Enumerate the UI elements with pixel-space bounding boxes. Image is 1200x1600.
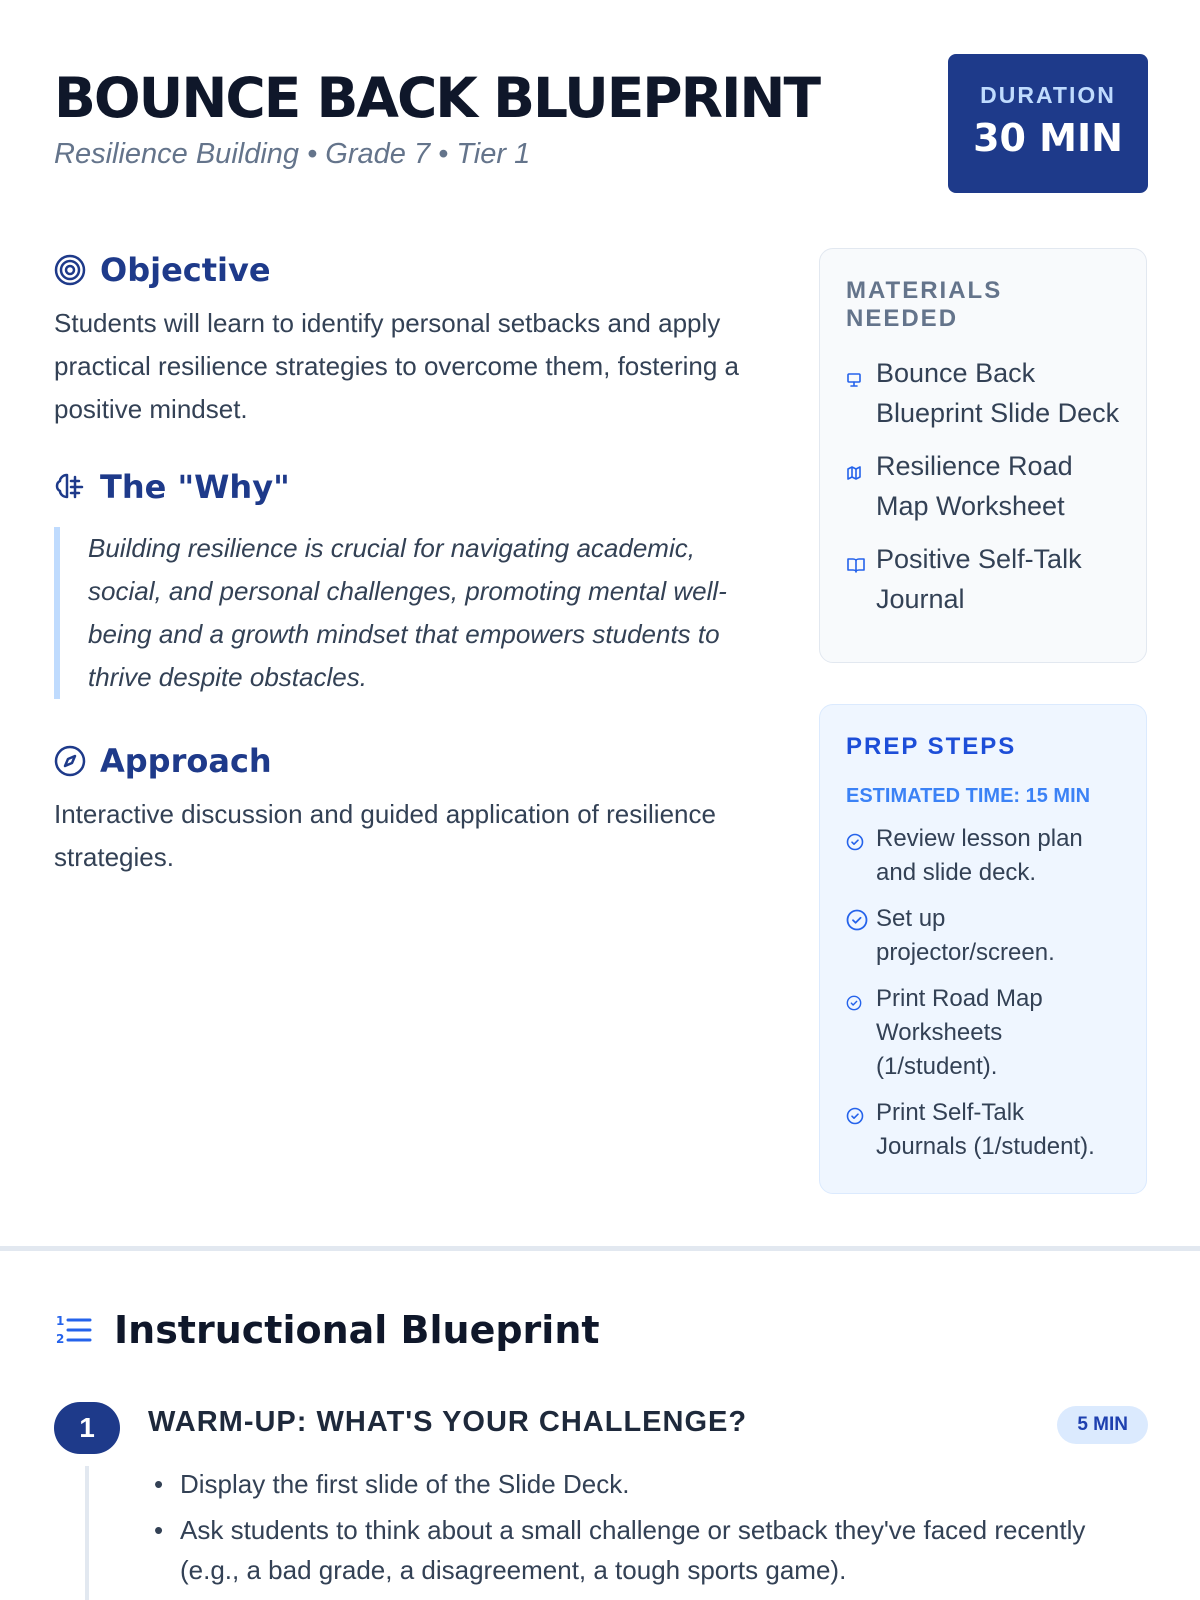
prep-title: PREP STEPS <box>846 733 1017 760</box>
objective-section <box>54 248 774 431</box>
svg-text:2: 2 <box>56 1332 65 1346</box>
approach-heading: Approach <box>100 742 272 780</box>
list-item: • Display the first slide of the Slide Deck. <box>180 1464 1140 1504</box>
why-section <box>54 465 774 699</box>
prep-label: Print Self-Talk Journals (1/student). <box>876 1099 1095 1160</box>
check-circle-icon <box>846 982 876 1084</box>
blueprint-header <box>54 1308 600 1352</box>
list-item <box>846 446 1120 526</box>
step-timeline-line <box>85 1466 89 1600</box>
prep-label: Set up projector/screen. <box>876 905 1055 966</box>
list-item <box>846 982 1120 1084</box>
materials-title: MATERIALS NEEDED <box>846 277 1003 332</box>
objective-heading: Objective <box>100 251 271 289</box>
brain-icon <box>54 471 86 503</box>
prep-label: Print Road Map Worksheets (1/student). <box>876 985 1043 1080</box>
check-circle-icon <box>846 902 876 970</box>
compass-icon <box>54 745 86 777</box>
material-label: Resilience Road Map Worksheet <box>876 451 1073 521</box>
approach-text: Interactive discussion and guided application of resilience strategies. <box>54 799 716 872</box>
list-item <box>846 1096 1120 1164</box>
check-circle-icon <box>846 1096 876 1164</box>
prep-estimated-time: ESTIMATED TIME: 15 MIN <box>846 785 1091 807</box>
page-subtitle: Resilience Building • Grade 7 • Tier 1 <box>54 138 531 170</box>
list-item <box>846 353 1120 433</box>
blueprint-heading: Instructional Blueprint <box>114 1308 600 1352</box>
materials-card <box>819 248 1147 663</box>
step-time-badge: 5 MIN <box>1057 1406 1148 1444</box>
lesson-header <box>54 54 1148 194</box>
section-divider <box>0 1246 1200 1251</box>
duration-badge <box>948 54 1148 193</box>
duration-label: DURATION <box>980 82 1116 108</box>
step-bullets <box>180 1464 1140 1596</box>
presentation-icon <box>846 353 876 433</box>
step-title: WARM-UP: WHAT'S YOUR CHALLENGE? <box>148 1406 748 1438</box>
objective-text: Students will learn to identify personal setbacks and apply practical resilience strategies to overcome them, fostering a positive mindset. <box>54 308 739 424</box>
duration-value: 30 MIN <box>973 116 1123 160</box>
map-icon <box>846 446 876 526</box>
svg-text:1: 1 <box>56 1314 65 1328</box>
list-item <box>846 822 1120 890</box>
check-circle-icon <box>846 822 876 890</box>
material-label: Positive Self-Talk Journal <box>876 544 1082 614</box>
list-item <box>846 902 1120 970</box>
material-label: Bounce Back Blueprint Slide Deck <box>876 358 1120 428</box>
step-number: 1 <box>54 1402 120 1454</box>
numbered-list-icon <box>54 1310 94 1350</box>
list-item: • Ask students to think about a small challenge or setback they've faced recently (e.g., a bad grade, a disagreement, a tough sports game). <box>180 1510 1140 1590</box>
prep-label: Review lesson plan and slide deck. <box>876 825 1083 886</box>
lesson-overview <box>54 248 774 879</box>
list-item <box>846 539 1120 619</box>
prep-card <box>819 704 1147 1194</box>
approach-section <box>54 739 774 879</box>
book-open-icon <box>846 539 876 619</box>
why-quote: Building resilience is crucial for navigating academic, social, and personal challenges, promoting mental well-being and a growth mindset that empowers students to thrive despite obstacles. <box>54 527 774 699</box>
target-icon <box>54 254 86 286</box>
why-heading: The "Why" <box>100 468 290 506</box>
page-title: BOUNCE BACK BLUEPRINT <box>54 66 819 130</box>
